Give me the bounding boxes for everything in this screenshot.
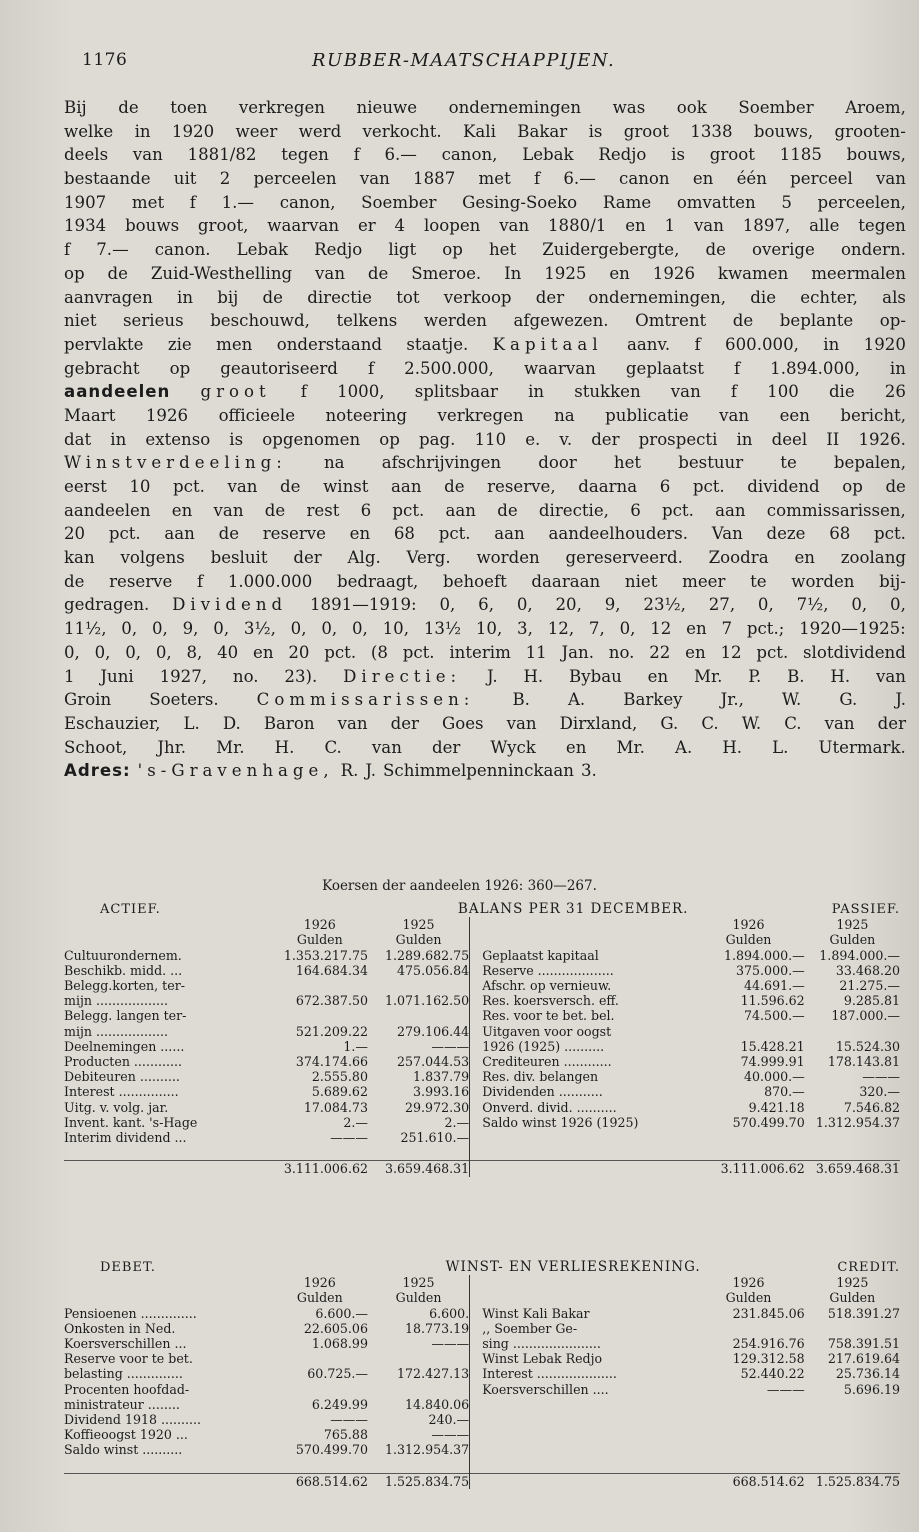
table-row [64,1321,900,1336]
row-label: Invent. kant. 's-Hage [64,1114,198,1130]
row-value [692,1442,804,1457]
column-divider [470,1366,479,1381]
text-line: 0, 0, 0, 0, 8, 40 en 20 pct. (8 pct. interim 11 Jan. no. 22 en 12 pct. slotdividend [64,642,906,662]
row-label [478,1442,692,1457]
row-value: 40.000.— [744,1069,805,1085]
text-line: f 7.— canon. Lebak Redjo ligt op het Zuidergebergte, de overige ondern. [64,240,906,260]
row-value: 164.684.34 [295,962,368,978]
row-value: 475.056.84 [397,962,470,978]
table-row [64,948,900,963]
row-value: 1.068.99 [311,1336,368,1352]
text-line: kan volgens besluit der Alg. Verg. worden gereserveerd. Zoodra en zoolang [64,548,906,568]
row-value: 240.— [428,1412,470,1428]
row-label: Interest ............... [64,1084,179,1100]
text-line: gedragen. Dividend 1891—1919: 0, 6, 0, 20, 9, 23½, 27, 0, 7½, 0, 0, [64,595,906,615]
row-label: 1926 (1925) .......... [482,1038,605,1054]
total-value: 3.111.006.62 [272,1161,368,1177]
table-row [64,1382,900,1397]
row-value [272,1351,368,1366]
row-value: ——— [862,1069,900,1085]
row-value [805,1458,900,1474]
year-label: 1926 [732,917,765,933]
table-row [64,1069,900,1084]
row-value [805,1321,900,1336]
text-line: dat in extenso is opgenomen op pag. 110 e. v. der prospecti in deel II 1926. [64,429,906,449]
total-value: 3.659.468.31 [805,1161,900,1177]
year-label: 1925 [402,917,435,933]
row-label: Uitg. v. volg. jar. [64,1099,169,1115]
row-value [692,1024,804,1039]
total-value: 668.514.62 [692,1473,804,1489]
account-title: WINST- EN VERLIESREKENING. [445,1260,701,1275]
table-row [64,978,900,993]
row-label [64,1145,272,1161]
spacer-cell [478,1275,692,1290]
year-label: 1926 [732,1275,765,1291]
row-value: 25.736.14 [835,1366,900,1382]
table-row [64,1336,900,1351]
table-row [64,1412,900,1427]
row-label: mijn .................. [64,993,169,1009]
row-value: ——— [431,1427,470,1443]
text-line: bestaande uit 2 perceelen van 1887 met f 6.— canon en één perceel van [64,169,906,189]
row-value: 518.391.27 [827,1305,900,1321]
year-label: 1925 [402,1275,435,1291]
row-label [478,1397,692,1412]
row-value: 1.— [343,1038,368,1054]
table-row [64,1130,900,1145]
row-label: Koffieoogst 1920 ... [64,1427,188,1443]
unit-label: Gulden [829,932,876,948]
table-row [64,1442,900,1457]
column-unit-row [64,1290,900,1305]
row-label [64,1458,272,1474]
row-label: Saldo winst 1926 (1925) [482,1114,639,1130]
spacer-cell [478,917,692,932]
row-value [692,1321,804,1336]
column-divider [470,1473,479,1489]
row-value: 5.689.62 [311,1084,368,1100]
row-value: ——— [330,1412,368,1428]
column-year-row [64,917,900,932]
column-divider [470,1397,479,1412]
row-label [478,1427,692,1442]
table-row [64,1458,900,1474]
row-value [805,1412,900,1427]
row-label: Saldo winst .......... [64,1442,183,1458]
row-value: ——— [330,1130,368,1146]
year-label: 1926 [303,1275,336,1291]
spacer-cell [64,1290,272,1305]
row-value: 2.— [444,1114,470,1130]
row-value [692,1412,804,1427]
row-value: 15.524.30 [835,1038,900,1054]
totals-row [64,1473,900,1489]
row-label: Afschr. op vernieuw. [482,978,612,994]
column-divider [470,1336,479,1351]
row-value: 1.289.682.75 [385,947,470,963]
year-label: 1926 [303,917,336,933]
row-value: 765.88 [323,1427,368,1443]
row-value: 178.143.81 [827,1054,900,1070]
table-row [64,993,900,1008]
row-label: Koersverschillen ... [64,1336,187,1352]
row-value: 758.391.51 [827,1336,900,1352]
row-value [805,1024,900,1039]
total-value: 1.525.834.75 [805,1473,900,1489]
row-value: 44.691.— [744,978,805,994]
row-label: sing ...................... [482,1336,601,1352]
row-label: belasting .............. [64,1366,183,1382]
row-label: Geplaatst kapitaal [482,947,599,963]
row-value [272,1145,368,1161]
total-value: 668.514.62 [272,1473,368,1489]
year-label: 1925 [836,1275,869,1291]
text-line: aandeelen groot f 1000, splitsbaar in stukken van f 100 die 26 [64,382,906,402]
row-value: 7.546.82 [843,1099,900,1115]
row-value: 1.312.954.37 [815,1114,900,1130]
row-label: Cultuurondernem. [64,947,182,963]
unit-label: Gulden [395,1290,442,1306]
row-label: ministrateur ........ [64,1396,180,1412]
row-value: 33.468.20 [835,962,900,978]
page-header [82,50,902,80]
column-divider [470,932,479,947]
spacer-cell [64,1161,272,1177]
row-label [478,1130,692,1145]
table-heading-row [64,902,900,917]
row-label: Belegg. langen ter- [64,1008,187,1024]
column-divider [470,1382,479,1397]
unit-label: Gulden [725,1290,772,1306]
total-value: 3.659.468.31 [368,1161,470,1177]
column-divider [470,1054,479,1069]
column-year-row [64,1275,900,1290]
section-left-head: DEBET. [100,1260,156,1275]
row-value: 672.387.50 [295,993,368,1009]
row-value: 1.894.000.— [819,947,900,963]
text-line: Winstverdeeling: na afschrijvingen door het bestuur te bepalen, [64,453,906,473]
text-line: Schoot, Jhr. Mr. H. C. van der Wyck en Mr. A. H. L. Utermark. [64,737,906,757]
row-value: 1.353.217.75 [283,947,368,963]
row-label: Dividenden ........... [482,1084,603,1100]
spacer-cell [478,1290,692,1305]
row-value: ——— [431,1336,470,1352]
row-label [478,1458,692,1474]
row-value: 570.499.70 [295,1442,368,1458]
row-value: 279.106.44 [397,1023,470,1039]
column-divider [470,1069,479,1084]
column-divider [470,1442,479,1457]
totals-row [64,1161,900,1177]
row-label [478,1145,692,1161]
row-value: ——— [431,1038,470,1054]
row-label: Beschikb. midd. ... [64,962,183,978]
row-value: 374.174.66 [295,1054,368,1070]
text-line: Bij de toen verkregen nieuwe ondernemingen was ook Soember Aroem, [64,98,906,117]
unit-label: Gulden [725,932,772,948]
row-value: 5.696.19 [843,1381,900,1397]
row-label: Producten ............ [64,1054,182,1070]
table-row [64,1115,900,1130]
text-line: 1934 bouws groot, waarvan er 4 loopen van 1880/1 en 1 van 1897, alle tegen [64,216,906,236]
row-label: Debiteuren .......... [64,1069,180,1085]
table-row [64,1427,900,1442]
spacer-cell [478,1473,692,1489]
row-value: 870.— [764,1084,805,1100]
row-label: Reserve voor te bet. [64,1351,193,1367]
row-value [272,1458,368,1474]
table-heading-row [64,1260,900,1275]
row-label: Belegg.korten, ter- [64,978,185,994]
row-value [805,1397,900,1412]
row-value: 52.440.22 [740,1366,805,1382]
unit-label: Gulden [296,1290,343,1306]
row-value [692,1145,804,1161]
text-line: Eschauzier, L. D. Baron van der Goes van Dirxland, G. C. W. C. van der [64,713,906,733]
row-value: ——— [766,1381,805,1397]
row-value: 6.600.— [315,1305,368,1321]
spacer-cell [64,917,272,932]
column-divider [470,1275,479,1290]
column-divider [470,993,479,1008]
column-divider [470,1290,479,1305]
row-value: 2.555.80 [311,1069,368,1085]
total-value: 1.525.834.75 [368,1473,470,1489]
column-divider [470,963,479,978]
row-label: Res. div. belangen [482,1069,599,1085]
row-value: 9.421.18 [748,1099,805,1115]
running-title: RUBBER-MAATSCHAPPIJEN. [312,50,616,71]
column-divider [470,1412,479,1427]
text-line: Adres: 's-Gravenhage, R. J. Schimmelpenninckaan 3. [64,761,597,781]
row-value: 6.249.99 [311,1396,368,1412]
row-value: 251.610.— [400,1130,470,1146]
row-label: mijn .................. [64,1023,169,1039]
row-label: Res. voor te bet. bel. [482,1008,615,1024]
column-divider [470,1306,479,1321]
row-label: Winst Lebak Redjo [482,1351,603,1367]
row-label: Crediteuren ............ [482,1054,612,1070]
row-value: 231.845.06 [732,1305,805,1321]
row-label [478,1412,692,1427]
row-value: 15.428.21 [740,1038,805,1054]
row-value: 11.596.62 [740,993,805,1009]
text-line: aandeelen en van de rest 6 pct. aan de directie, 6 pct. aan commissarissen, [64,500,906,520]
row-value [368,1145,470,1161]
table-row [64,1351,900,1366]
text-line: de reserve f 1.000.000 bedraagt, behoeft daaraan niet meer te worden bij- [64,571,906,591]
row-value: 1.071.162.50 [385,993,470,1009]
table-row [64,1008,900,1023]
row-label: Reserve ................... [482,962,614,978]
row-value [368,1458,470,1474]
row-value: 2.— [343,1114,368,1130]
section-right-head: CREDIT. [837,1260,900,1275]
column-divider [470,1130,479,1145]
balans-table [64,902,900,1177]
row-label: Res. koersversch. eff. [482,993,619,1009]
column-divider [470,1024,479,1039]
row-value: 570.499.70 [732,1114,805,1130]
row-label: ,, Soember Ge- [482,1320,578,1336]
table-row [64,1054,900,1069]
column-divider [470,1084,479,1099]
row-label: Winst Kali Bakar [482,1305,590,1321]
row-value: 18.773.19 [405,1320,470,1336]
row-label: Koersverschillen .... [482,1381,609,1397]
row-value: 217.619.64 [827,1351,900,1367]
unit-label: Gulden [296,932,343,948]
column-divider [470,978,479,993]
table-row [64,963,900,978]
row-value: 22.605.06 [303,1320,368,1336]
row-label: Uitgaven voor oogst [482,1023,612,1039]
section-right-head: PASSIEF. [831,902,900,917]
spacer-cell [64,1473,272,1489]
row-label: Dividend 1918 .......... [64,1412,202,1428]
total-value: 3.111.006.62 [692,1161,804,1177]
text-line: 1907 met f 1.— canon, Soember Gesing-Soeko Rame omvatten 5 perceelen, [64,192,906,212]
table-row [64,1024,900,1039]
row-value [368,978,470,993]
account-title: BALANS PER 31 DECEMBER. [457,902,689,917]
column-divider [470,1427,479,1442]
text-line: welke in 1920 weer werd verkocht. Kali Bakar is groot 1338 bouws, grooten- [64,121,906,141]
column-divider [470,1321,479,1336]
text-line: 1 Juni 1927, no. 23). Directie: J. H. Bybau en Mr. P. B. H. van [64,666,906,686]
row-value: 320.— [859,1084,900,1100]
column-divider [470,1161,479,1177]
column-divider [470,1145,479,1161]
row-value: 257.044.53 [397,1054,470,1070]
row-value [692,1130,804,1145]
row-value [368,1382,470,1397]
row-value: 375.000.— [736,962,805,978]
text-line: gebracht op geautoriseerd f 2.500.000, waarvan geplaatst f 1.894.000, in [64,358,906,378]
text-line: eerst 10 pct. van de winst aan de reserve, daarna 6 pct. dividend op de [64,477,906,496]
row-value: 9.285.81 [843,993,900,1009]
text-line: niet serieus beschouwd, telkens werden afgewezen. Omtrent de beplante op- [64,311,906,331]
winst-verliesrekening-table [64,1260,900,1489]
text-line: Maart 1926 officieele noteering verkregen na publicatie van een bericht, [64,405,906,425]
row-value: 21.275.— [839,978,900,994]
row-value: 1.312.954.37 [385,1442,470,1458]
row-value [692,1458,804,1474]
row-value [805,1145,900,1161]
row-value [368,1351,470,1366]
text-line: 20 pct. aan de reserve en 68 pct. aan aandeelhouders. Van deze 68 pct. [64,524,906,544]
unit-label: Gulden [395,932,442,948]
year-label: 1925 [836,917,869,933]
column-unit-row [64,932,900,947]
row-value: 14.840.06 [405,1396,470,1412]
table-row [64,1100,900,1115]
row-value [692,1427,804,1442]
section-left-head: ACTIEF. [100,902,161,917]
column-divider [470,948,479,963]
table-row [64,1397,900,1412]
column-divider [470,917,479,932]
column-divider [470,1100,479,1115]
row-value [272,978,368,993]
row-value: 6.600. [429,1305,470,1321]
unit-label: Gulden [829,1290,876,1306]
column-divider [470,1039,479,1054]
text-line: Groin Soeters. Commissarissen: B. A. Barkey Jr., W. G. J. [64,690,906,710]
row-value: 74.999.91 [740,1054,805,1070]
table-row [64,1084,900,1099]
row-label: Onverd. divid. .......... [482,1099,617,1115]
row-value: 254.916.76 [732,1336,805,1352]
row-label: Deelnemingen ...... [64,1038,185,1054]
row-value [692,1397,804,1412]
text-line: op de Zuid-Westhelling van de Smeroe. In 1925 en 1926 kwamen meermalen [64,263,906,283]
row-label: Interest .................... [482,1366,617,1382]
row-value: 74.500.— [744,1008,805,1024]
table-row [64,1306,900,1321]
text-line: deels van 1881/82 tegen f 6.— canon, Lebak Redjo is groot 1185 bouws, [64,145,906,165]
text-line: pervlakte zie men onderstaand staatje. Kapitaal aanv. f 600.000, in 1920 [64,334,906,354]
row-value: 129.312.58 [732,1351,805,1367]
column-divider [470,1008,479,1023]
row-label: Procenten hoofdad- [64,1381,190,1397]
row-value: 172.427.13 [397,1366,470,1382]
row-label: Onkosten in Ned. [64,1320,176,1336]
row-value [805,1130,900,1145]
row-value: 187.000.— [831,1008,900,1024]
row-label: Pensioenen .............. [64,1305,197,1321]
text-line: aanvragen in bij de directie tot verkoop der ondernemingen, die echter, als [64,287,906,307]
row-label: Interim dividend ... [64,1130,187,1146]
row-value [805,1427,900,1442]
row-value: 17.084.73 [303,1099,368,1115]
table-row [64,1145,900,1161]
spacer-cell [64,932,272,947]
row-value [805,1442,900,1457]
body-text [64,96,906,783]
table-row [64,1039,900,1054]
column-divider [470,1351,479,1366]
table-row [64,1366,900,1381]
column-divider [470,1458,479,1474]
row-value: 60.725.— [307,1366,368,1382]
row-value: 1.837.79 [413,1069,470,1085]
row-value: 1.894.000.— [724,947,805,963]
row-value [272,1008,368,1023]
row-value [272,1382,368,1397]
row-value: 29.972.30 [405,1099,470,1115]
column-divider [470,1115,479,1130]
row-value: 521.209.22 [295,1023,368,1039]
spacer-cell [478,1161,692,1177]
spacer-cell [64,1275,272,1290]
spacer-cell [478,932,692,947]
koersen-line: Koersen der aandeelen 1926: 360—267. [322,878,597,894]
text-line: 11½, 0, 0, 9, 0, 3½, 0, 0, 0, 10, 13½ 10, 3, 12, 7, 0, 12 en 7 pct.; 1920—1925: [64,619,906,639]
page-number: 1176 [82,50,128,70]
row-value [368,1008,470,1023]
row-value: 3.993.16 [413,1084,470,1100]
